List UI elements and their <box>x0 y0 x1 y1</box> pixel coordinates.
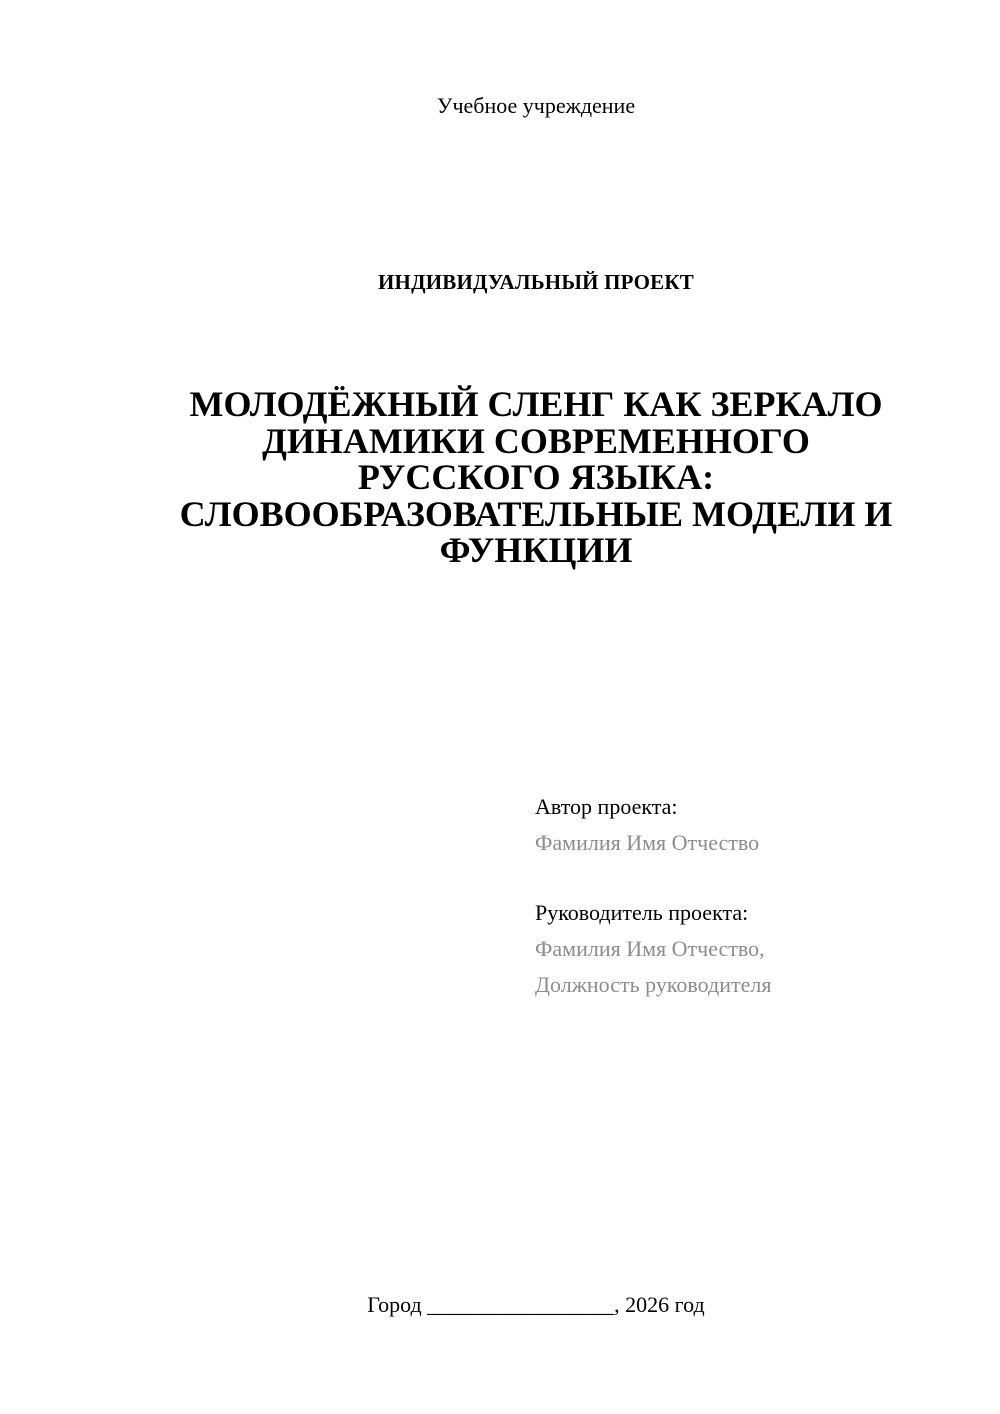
title-line: РУССКОГО ЯЗЫКА: <box>357 457 715 497</box>
author-label: Автор проекта: <box>535 794 678 819</box>
project-title <box>130 386 942 569</box>
city-label: Город <box>367 1292 422 1317</box>
supervisor-name: Фамилия Имя Отчество, <box>535 936 765 961</box>
city-blank: _________________ <box>427 1292 615 1317</box>
city-year-line <box>0 1290 1000 1320</box>
institution-name: Учебное учреждение <box>436 93 636 118</box>
title-line: МОЛОДЁЖНЫЙ СЛЕНГ КАК ЗЕРКАЛО <box>189 384 883 424</box>
document-type: ИНДИВИДУАЛЬНЫЙ ПРОЕКТ <box>378 270 694 294</box>
supervisor-label: Руководитель проекта: <box>535 900 749 925</box>
title-line: СЛОВООБРАЗОВАТЕЛЬНЫЕ МОДЕЛИ И <box>179 493 893 534</box>
title-line: ФУНКЦИИ <box>439 530 633 570</box>
year-text: , 2026 год <box>614 1292 705 1317</box>
credits-block <box>535 789 975 1003</box>
supervisor-position: Должность руководителя <box>535 972 772 997</box>
spacer <box>535 861 975 895</box>
author-name: Фамилия Имя Отчество <box>535 830 760 855</box>
title-line: ДИНАМИКИ СОВРЕМЕННОГО <box>262 420 810 461</box>
